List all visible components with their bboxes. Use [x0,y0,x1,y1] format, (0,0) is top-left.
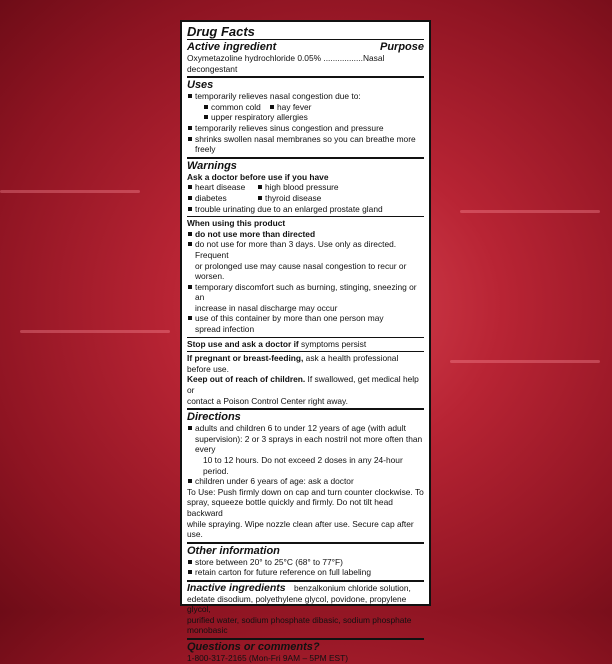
warning-item [187,239,424,281]
light-streak [460,210,600,213]
uses-subitem: common cold [203,102,269,113]
active-ingredient-heading: Active ingredient [187,41,277,53]
stop-use-text: symptoms persist [298,338,367,349]
condition-item: diabetes [187,193,257,204]
questions-phone: 1-800-317-2165 (Mon-Fri 9AM – 5PM EST) [187,652,349,663]
pregnancy-bold: If pregnant or breast-feeding, [187,353,304,364]
active-ingredient-name: Oxymetazoline hydrochloride 0.05% [187,53,322,63]
divider [187,638,424,640]
pregnancy-text: before use. [187,363,229,374]
active-purpose: Nasal decongestant [187,53,385,74]
children-text: If swallowed, get medical help or [187,374,419,396]
active-ingredient-line [187,53,424,74]
inactive-line: edetate disodium, polyethylene glycol, povidone, propylene glycol, [187,593,407,615]
uses-item: temporarily relieves nasal congestion due to: [187,91,424,102]
divider [187,542,424,544]
direction-line: adults and children 6 to under 12 years of age (with adult [195,423,406,434]
divider [187,216,424,217]
warnings-heading: Warnings [187,159,237,172]
uses-subitem: hay fever [269,102,311,113]
children-bold: Keep out of reach of children. [187,374,306,385]
pregnancy-warning [187,353,424,374]
ask-doctor-heading: Ask a doctor before use if you have [187,171,329,182]
condition-item: trouble urinating due to an enlarged prostate gland [187,204,424,215]
directions-heading: Directions [187,411,241,424]
uses-subitems-row [187,102,424,113]
uses-item: temporarily relieves sinus congestion and pressure [187,123,424,134]
to-use-line: spray, squeeze bottle quickly and firmly. Do not tilt head backward [187,497,393,518]
inactive-ingredients-heading: Inactive ingredients [187,581,286,594]
uses-heading: Uses [187,79,214,92]
leader-dots: ................. [321,53,363,63]
divider [187,337,424,338]
questions-heading: Questions or comments? [187,640,320,653]
warning-item: do not use more than directed [187,229,424,240]
condition-item: heart disease [187,182,257,193]
other-item: retain carton for future reference on full labeling [187,567,424,578]
children-warning [187,374,424,406]
conditions-row [187,193,424,204]
condition-item: thyroid disease [257,193,321,204]
purpose-heading: Purpose [379,41,424,53]
warning-line: increase in nasal discharge may occur [195,302,338,313]
warning-line: spread infection [195,324,255,335]
direction-item: children under 6 years of age: ask a doctor [187,476,424,487]
other-item: store between 20° to 25°C (68° to 77°F) [187,557,424,568]
condition-item: high blood pressure [257,182,339,193]
divider [187,351,424,352]
warning-item [187,313,424,334]
light-streak [0,190,140,193]
other-information-heading: Other information [187,544,280,557]
uses-subitem: upper respiratory allergies [203,112,424,123]
direction-item [187,423,424,476]
inactive-line: benzalkonium chloride solution, [293,582,411,593]
warning-line: temporary discomfort such as burning, stinging, sneezing or an [195,281,417,303]
divider [187,157,424,159]
children-text: contact a Poison Control Center right away. [187,395,348,406]
stop-use-bold: Stop use and ask a doctor if [187,338,299,349]
inactive-ingredients [187,583,424,636]
active-heading-row [187,41,424,53]
drug-facts-title: Drug Facts [187,24,255,39]
direction-line: 10 to 12 hours. Do not exceed 2 doses in any 24-hour period. [203,455,403,476]
pregnancy-text: ask a health professional [303,353,399,364]
direction-line: supervision): 2 or 3 sprays in each nostril not more often than every [195,433,423,455]
inactive-line: purified water, sodium phosphate dibasic, sodium phosphate [187,614,412,625]
uses-subitems-row [187,112,424,123]
when-using-heading: When using this product [187,218,286,229]
conditions-row [187,182,424,193]
stop-use-line [187,339,424,350]
divider [187,408,424,410]
uses-item: shrinks swollen nasal membranes so you can breathe more freely [187,134,424,155]
to-use-line: To Use: Push firmly down on cap and turn counter clockwise. To [187,486,424,497]
warning-line: or prolonged use may cause nasal congestion to recur or worsen. [195,260,407,282]
light-streak [450,360,600,363]
warning-item [187,282,424,314]
drug-facts-panel [180,20,431,663]
to-use-line: while spraying. Wipe nozzle clean after use. Secure cap after use. [187,518,414,540]
warning-line: use of this container by more than one person may [195,313,384,324]
warning-line: do not use for more than 3 days. Use only as directed. Frequent [195,239,397,260]
light-streak [20,330,170,333]
divider [187,76,424,78]
divider [187,39,424,40]
inactive-line: monobasic [187,625,228,636]
